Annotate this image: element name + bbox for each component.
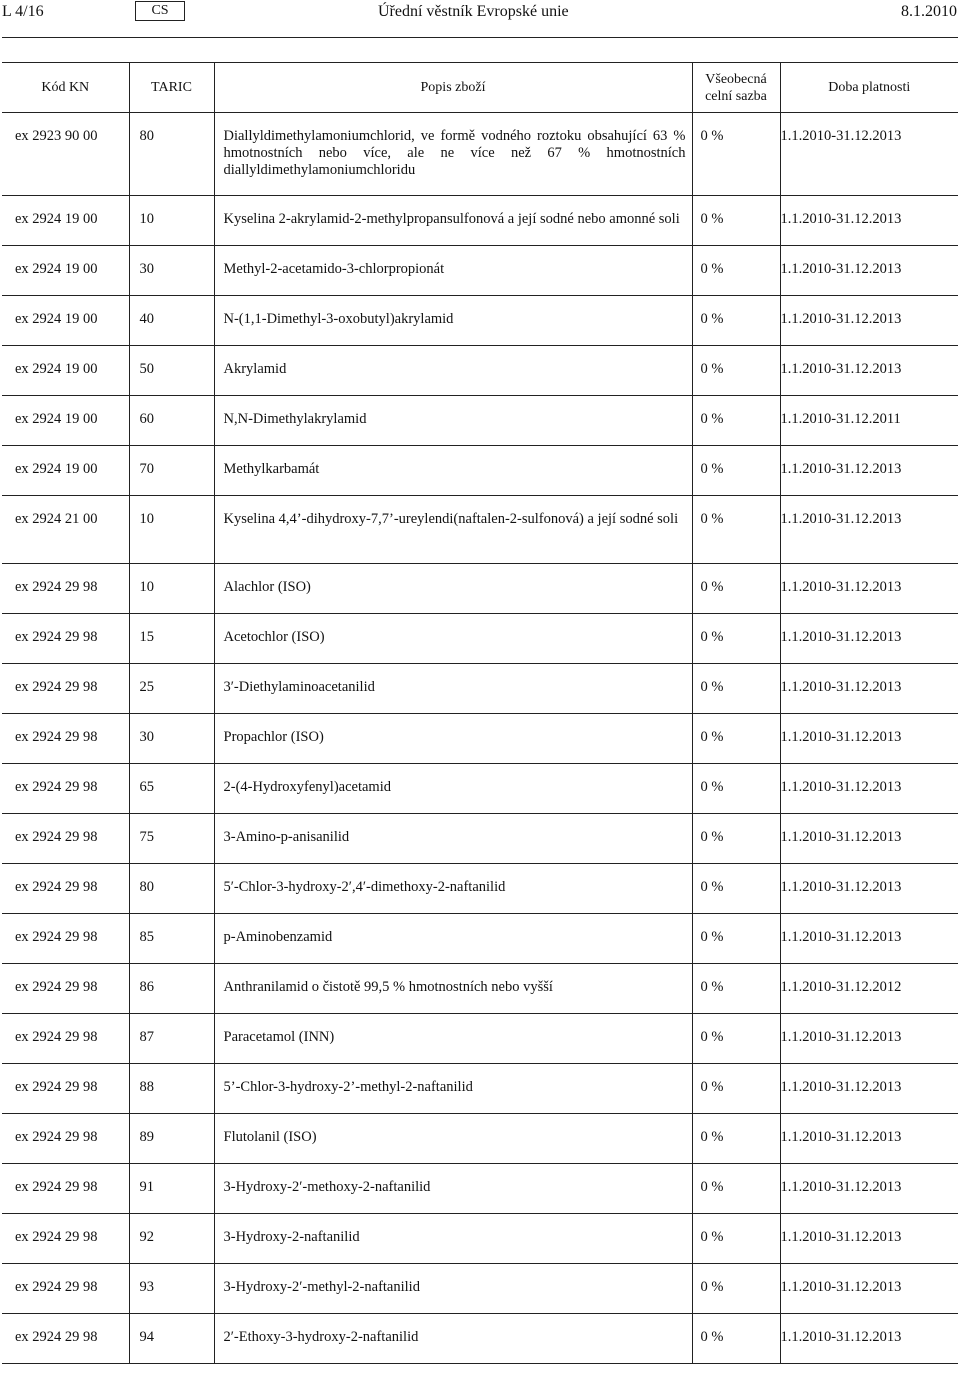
table-row	[2, 1114, 958, 1164]
tariff-table	[2, 62, 958, 1364]
taric-code-cell: 15	[129, 614, 214, 664]
language-badge: CS	[135, 1, 185, 21]
table-row	[2, 564, 958, 614]
taric-code-cell: 92	[129, 1214, 214, 1264]
duty-rate-cell: 0 %	[692, 564, 780, 614]
duty-rate-cell: 0 %	[692, 1114, 780, 1164]
validity-period-cell: 1.1.2010-31.12.2013	[780, 1314, 958, 1364]
table-header-row	[2, 63, 958, 113]
taric-code-cell: 93	[129, 1264, 214, 1314]
duty-rate-cell: 0 %	[692, 196, 780, 246]
taric-code-cell: 70	[129, 446, 214, 496]
table-row	[2, 964, 958, 1014]
validity-period-cell: 1.1.2010-31.12.2013	[780, 346, 958, 396]
duty-rate-cell: 0 %	[692, 246, 780, 296]
taric-code-cell: 10	[129, 564, 214, 614]
duty-rate-cell: 0 %	[692, 764, 780, 814]
taric-code-cell: 40	[129, 296, 214, 346]
cn-code-cell: ex 2924 29 98	[2, 1064, 129, 1114]
table-row	[2, 396, 958, 446]
taric-code-cell: 86	[129, 964, 214, 1014]
goods-description-cell: 2′-Ethoxy-3-hydroxy-2-naftanilid	[214, 1314, 692, 1364]
duty-rate-cell: 0 %	[692, 614, 780, 664]
table-row	[2, 246, 958, 296]
goods-description-cell: Kyselina 4,4’-dihydroxy-7,7’-ureylendi(naftalen-2-sulfonová) a její sodné soli	[214, 496, 692, 564]
duty-rate-cell: 0 %	[692, 714, 780, 764]
cn-code-cell: ex 2924 29 98	[2, 764, 129, 814]
table-row	[2, 814, 958, 864]
taric-code-cell: 30	[129, 714, 214, 764]
validity-period-cell: 1.1.2010-31.12.2013	[780, 246, 958, 296]
validity-period-cell: 1.1.2010-31.12.2013	[780, 446, 958, 496]
taric-code-cell: 25	[129, 664, 214, 714]
table-row	[2, 714, 958, 764]
cn-code-cell: ex 2924 19 00	[2, 296, 129, 346]
table-row	[2, 664, 958, 714]
table-row	[2, 496, 958, 564]
duty-rate-cell: 0 %	[692, 396, 780, 446]
table-row	[2, 346, 958, 396]
goods-description-cell: Anthranilamid o čistotě 99,5 % hmotnostních nebo vyšší	[214, 964, 692, 1014]
table-row	[2, 914, 958, 964]
cn-code-cell: ex 2924 29 98	[2, 1164, 129, 1214]
table-row	[2, 614, 958, 664]
goods-description-cell: Diallyldimethylamoniumchlorid, ve formě vodného roztoku obsahující 63 % hmotnostních nebo více, ale ne více než 67 % hmotnostních diallyldimethylamoniumchloridu	[214, 113, 692, 196]
column-header-duty: Všeobecná celní sazba	[692, 63, 780, 113]
duty-rate-cell: 0 %	[692, 446, 780, 496]
table-row	[2, 1064, 958, 1114]
goods-description-cell: Propachlor (ISO)	[214, 714, 692, 764]
cn-code-cell: ex 2924 29 98	[2, 614, 129, 664]
taric-code-cell: 89	[129, 1114, 214, 1164]
validity-period-cell: 1.1.2010-31.12.2013	[780, 714, 958, 764]
cn-code-cell: ex 2924 29 98	[2, 564, 129, 614]
validity-period-cell: 1.1.2010-31.12.2013	[780, 1164, 958, 1214]
validity-period-cell: 1.1.2010-31.12.2013	[780, 1064, 958, 1114]
column-header-taric: TARIC	[129, 63, 214, 113]
duty-rate-cell: 0 %	[692, 814, 780, 864]
goods-description-cell: 2-(4-Hydroxyfenyl)acetamid	[214, 764, 692, 814]
column-header-validity: Doba platnosti	[780, 63, 958, 113]
header-divider	[2, 37, 958, 38]
duty-rate-cell: 0 %	[692, 964, 780, 1014]
publication-date: 8.1.2010	[901, 3, 957, 20]
taric-code-cell: 10	[129, 496, 214, 564]
table-row	[2, 864, 958, 914]
table-row	[2, 1264, 958, 1314]
goods-description-cell: Akrylamid	[214, 346, 692, 396]
cn-code-cell: ex 2924 29 98	[2, 914, 129, 964]
goods-description-cell: 3′-Diethylaminoacetanilid	[214, 664, 692, 714]
taric-code-cell: 91	[129, 1164, 214, 1214]
goods-description-cell: Methyl-2-acetamido-3-chlorpropionát	[214, 246, 692, 296]
taric-code-cell: 88	[129, 1064, 214, 1114]
validity-period-cell: 1.1.2010-31.12.2013	[780, 564, 958, 614]
validity-period-cell: 1.1.2010-31.12.2011	[780, 396, 958, 446]
validity-period-cell: 1.1.2010-31.12.2013	[780, 1214, 958, 1264]
cn-code-cell: ex 2924 29 98	[2, 1264, 129, 1314]
taric-code-cell: 65	[129, 764, 214, 814]
goods-description-cell: Paracetamol (INN)	[214, 1014, 692, 1064]
cn-code-cell: ex 2924 29 98	[2, 864, 129, 914]
goods-description-cell: 3-Hydroxy-2′-methyl-2-naftanilid	[214, 1264, 692, 1314]
cn-code-cell: ex 2924 19 00	[2, 196, 129, 246]
table-row	[2, 113, 958, 196]
duty-rate-cell: 0 %	[692, 1264, 780, 1314]
duty-rate-cell: 0 %	[692, 496, 780, 564]
taric-code-cell: 80	[129, 113, 214, 196]
duty-rate-cell: 0 %	[692, 1314, 780, 1364]
table-row	[2, 764, 958, 814]
validity-period-cell: 1.1.2010-31.12.2012	[780, 964, 958, 1014]
goods-description-cell: p-Aminobenzamid	[214, 914, 692, 964]
goods-description-cell: Flutolanil (ISO)	[214, 1114, 692, 1164]
cn-code-cell: ex 2924 21 00	[2, 496, 129, 564]
taric-code-cell: 85	[129, 914, 214, 964]
validity-period-cell: 1.1.2010-31.12.2013	[780, 614, 958, 664]
duty-rate-cell: 0 %	[692, 1014, 780, 1064]
goods-description-cell: Acetochlor (ISO)	[214, 614, 692, 664]
taric-code-cell: 10	[129, 196, 214, 246]
taric-code-cell: 50	[129, 346, 214, 396]
goods-description-cell: N-(1,1-Dimethyl-3-oxobutyl)akrylamid	[214, 296, 692, 346]
cn-code-cell: ex 2924 29 98	[2, 1114, 129, 1164]
page-reference: L 4/16	[2, 3, 44, 20]
journal-title: Úřední věstník Evropské unie	[378, 3, 569, 20]
validity-period-cell: 1.1.2010-31.12.2013	[780, 1014, 958, 1064]
cn-code-cell: ex 2924 29 98	[2, 664, 129, 714]
duty-rate-cell: 0 %	[692, 296, 780, 346]
table-row	[2, 446, 958, 496]
duty-rate-cell: 0 %	[692, 1164, 780, 1214]
goods-description-cell: 3-Amino-p-anisanilid	[214, 814, 692, 864]
goods-description-cell: 3-Hydroxy-2′-methoxy-2-naftanilid	[214, 1164, 692, 1214]
cn-code-cell: ex 2924 29 98	[2, 964, 129, 1014]
cn-code-cell: ex 2924 19 00	[2, 396, 129, 446]
table-row	[2, 196, 958, 246]
goods-description-cell: Kyselina 2-akrylamid-2-methylpropansulfonová a její sodné nebo amonné soli	[214, 196, 692, 246]
cn-code-cell: ex 2924 29 98	[2, 1314, 129, 1364]
cn-code-cell: ex 2924 19 00	[2, 246, 129, 296]
table-row	[2, 1314, 958, 1364]
duty-rate-cell: 0 %	[692, 346, 780, 396]
cn-code-cell: ex 2923 90 00	[2, 113, 129, 196]
column-header-kn: Kód KN	[2, 63, 129, 113]
validity-period-cell: 1.1.2010-31.12.2013	[780, 1264, 958, 1314]
table-row	[2, 1164, 958, 1214]
duty-rate-cell: 0 %	[692, 1064, 780, 1114]
goods-description-cell: Methylkarbamát	[214, 446, 692, 496]
validity-period-cell: 1.1.2010-31.12.2013	[780, 814, 958, 864]
cn-code-cell: ex 2924 29 98	[2, 814, 129, 864]
validity-period-cell: 1.1.2010-31.12.2013	[780, 864, 958, 914]
duty-rate-cell: 0 %	[692, 914, 780, 964]
validity-period-cell: 1.1.2010-31.12.2013	[780, 764, 958, 814]
taric-code-cell: 87	[129, 1014, 214, 1064]
duty-rate-cell: 0 %	[692, 864, 780, 914]
goods-description-cell: Alachlor (ISO)	[214, 564, 692, 614]
goods-description-cell: 5′-Chlor-3-hydroxy-2′,4′-dimethoxy-2-naftanilid	[214, 864, 692, 914]
column-header-description: Popis zboží	[214, 63, 692, 113]
table-row	[2, 1214, 958, 1264]
taric-code-cell: 80	[129, 864, 214, 914]
validity-period-cell: 1.1.2010-31.12.2013	[780, 113, 958, 196]
duty-rate-cell: 0 %	[692, 664, 780, 714]
validity-period-cell: 1.1.2010-31.12.2013	[780, 664, 958, 714]
goods-description-cell: 5’-Chlor-3-hydroxy-2’-methyl-2-naftanilid	[214, 1064, 692, 1114]
taric-code-cell: 75	[129, 814, 214, 864]
validity-period-cell: 1.1.2010-31.12.2013	[780, 1114, 958, 1164]
table-row	[2, 296, 958, 346]
goods-description-cell: 3-Hydroxy-2-naftanilid	[214, 1214, 692, 1264]
cn-code-cell: ex 2924 29 98	[2, 1214, 129, 1264]
page-header	[0, 0, 960, 30]
cn-code-cell: ex 2924 29 98	[2, 1014, 129, 1064]
cn-code-cell: ex 2924 19 00	[2, 446, 129, 496]
table-row	[2, 1014, 958, 1064]
taric-code-cell: 30	[129, 246, 214, 296]
validity-period-cell: 1.1.2010-31.12.2013	[780, 914, 958, 964]
cn-code-cell: ex 2924 19 00	[2, 346, 129, 396]
validity-period-cell: 1.1.2010-31.12.2013	[780, 496, 958, 564]
taric-code-cell: 94	[129, 1314, 214, 1364]
validity-period-cell: 1.1.2010-31.12.2013	[780, 296, 958, 346]
duty-rate-cell: 0 %	[692, 113, 780, 196]
duty-rate-cell: 0 %	[692, 1214, 780, 1264]
taric-code-cell: 60	[129, 396, 214, 446]
validity-period-cell: 1.1.2010-31.12.2013	[780, 196, 958, 246]
cn-code-cell: ex 2924 29 98	[2, 714, 129, 764]
goods-description-cell: N,N-Dimethylakrylamid	[214, 396, 692, 446]
